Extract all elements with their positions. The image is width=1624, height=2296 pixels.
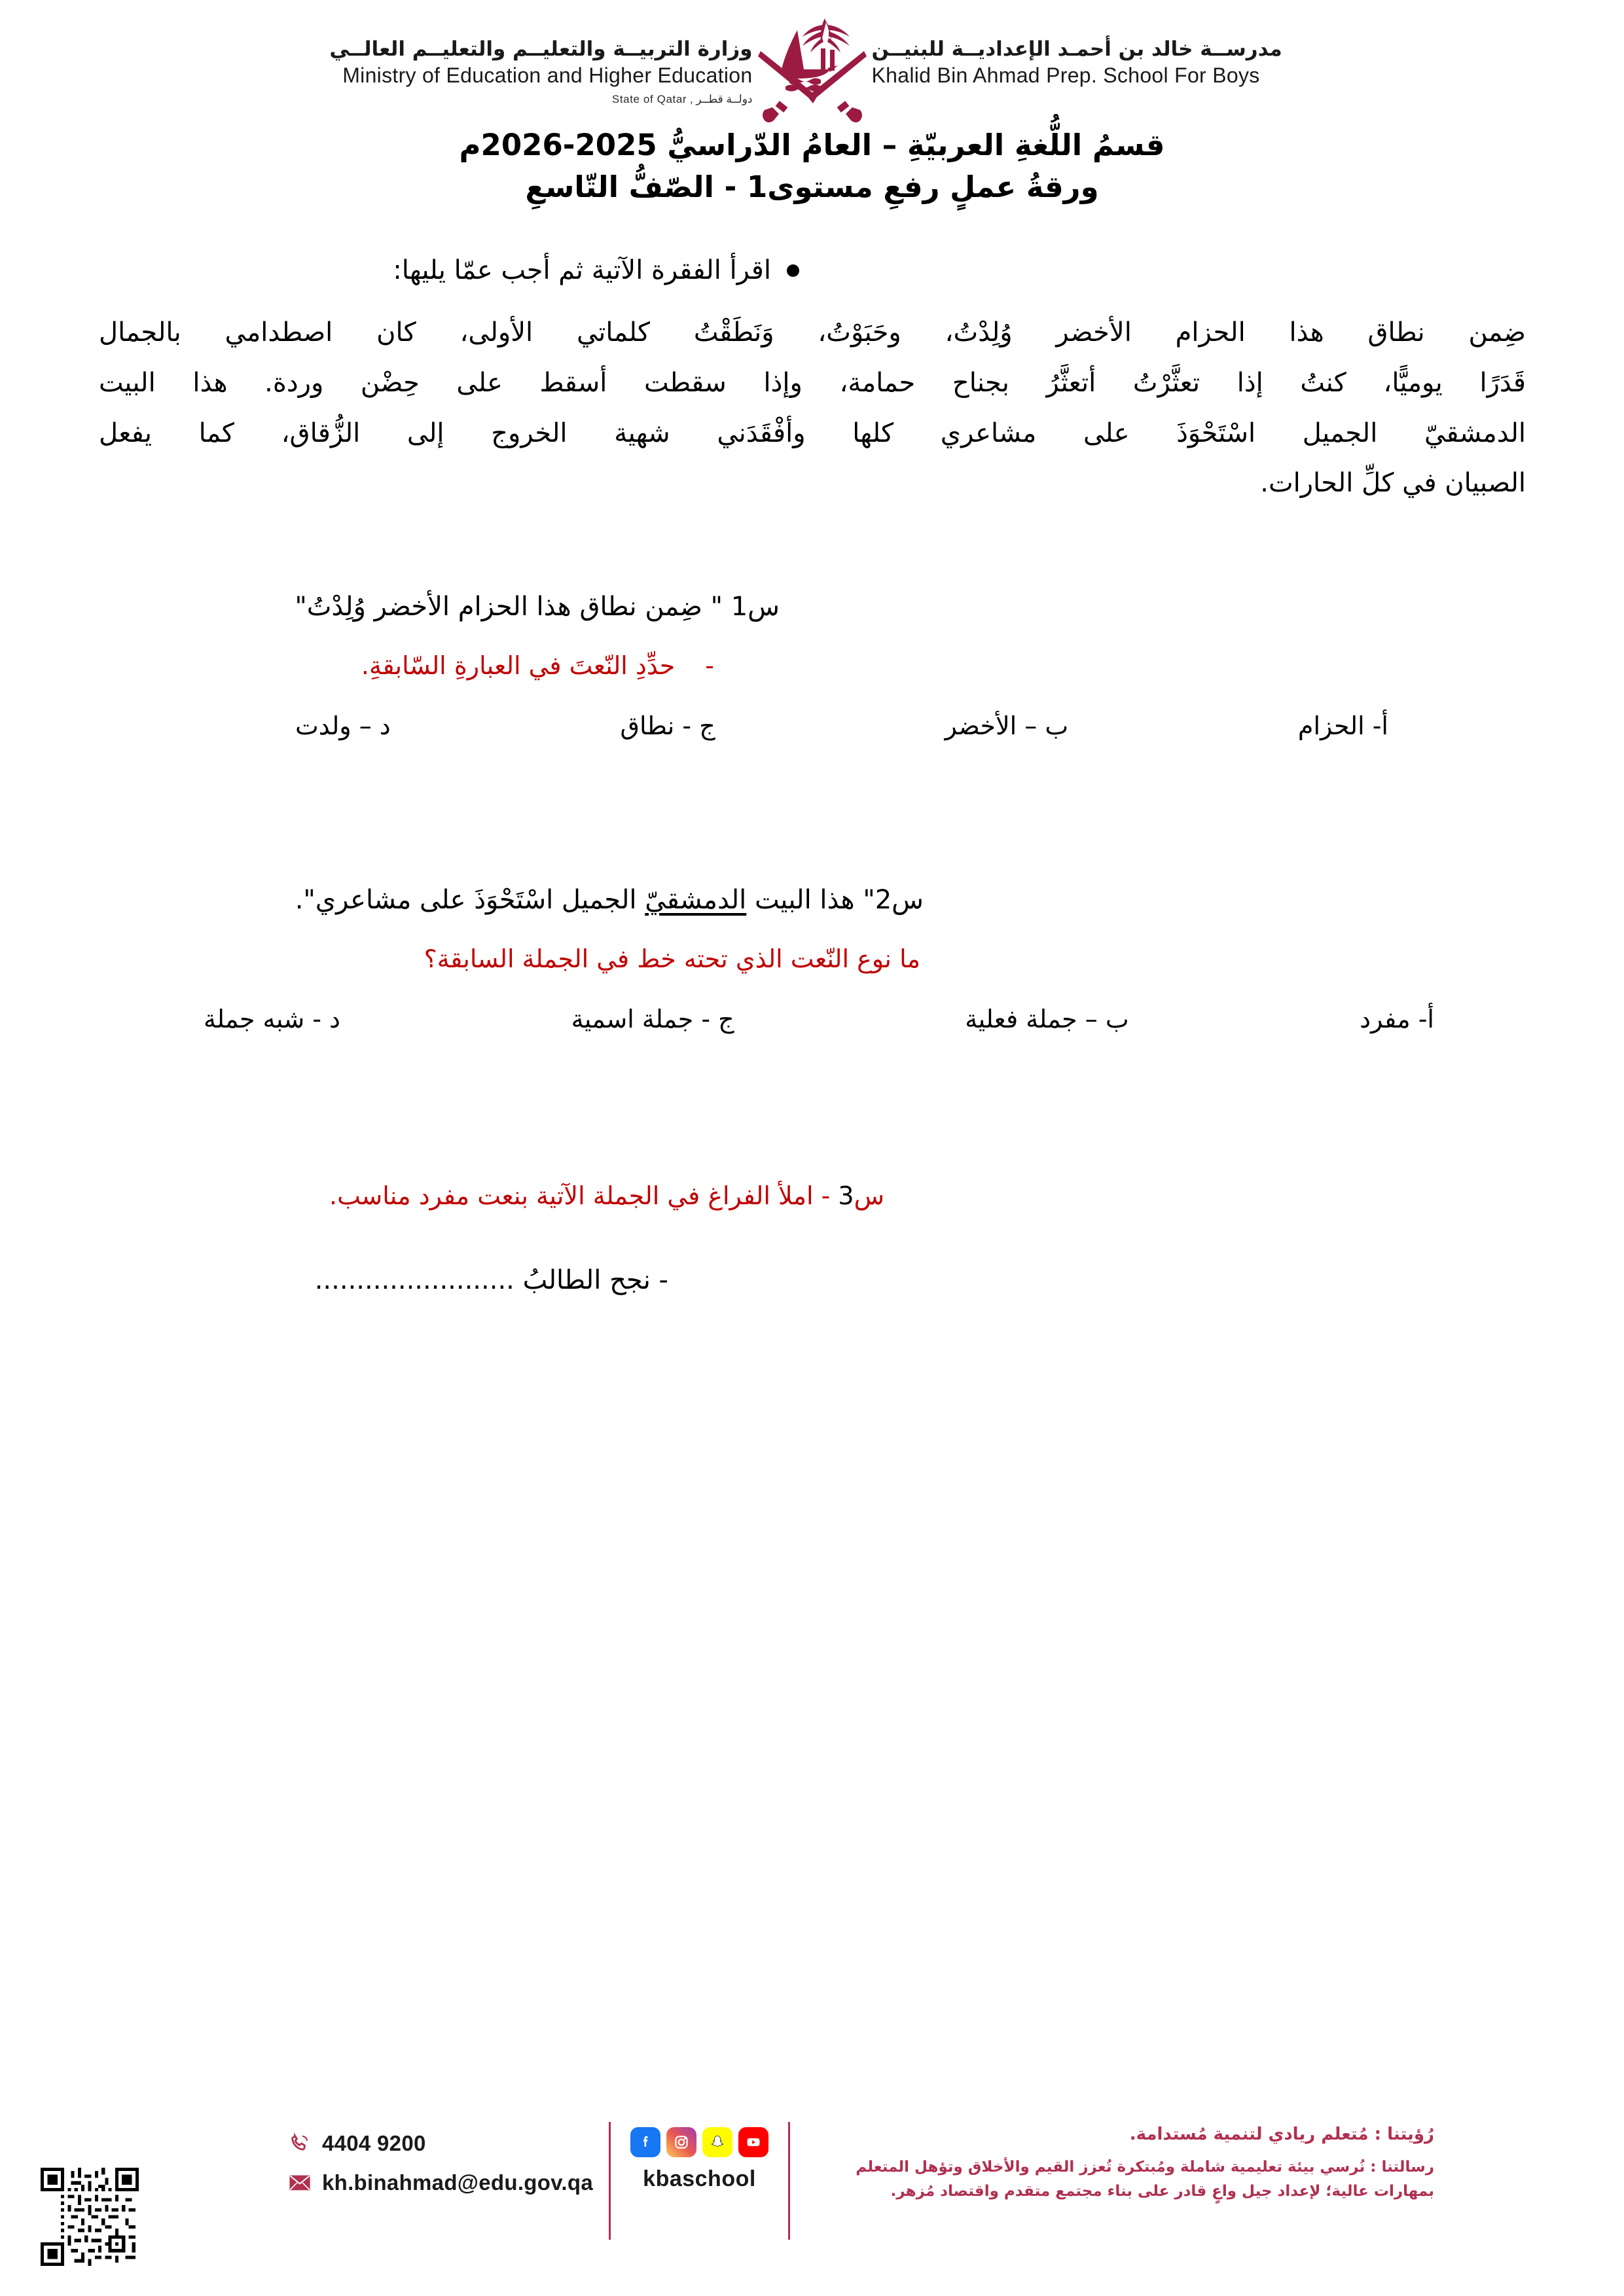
question-2-stem-pre: س2" هذا البيت [746, 885, 924, 916]
phone-icon [287, 2132, 313, 2155]
option-c[interactable]: ج - جملة اسمية [571, 1005, 734, 1034]
question-1-prompt-text: حدِّدِ النّعتَ في العبارةِ السّابقةِ. [361, 651, 676, 681]
ministry-block [229, 12, 753, 106]
question-3-number: 3 [838, 1181, 854, 1211]
question-2-stem-post: الجميل اسْتَحْوَذَ على مشاعري". [295, 885, 645, 916]
footer-content [268, 2122, 1434, 2240]
school-name-english: Khalid Bin Ahmad Prep. School For Boys [871, 63, 1260, 87]
school-mission-line-2: بمهارات عالية؛ لإعداد جيل واعٍ قادر على بناء مجتمع متقدم واقتصاد مُزهر. [890, 2183, 1434, 2200]
school-block [872, 12, 1396, 89]
title-line-department-year: قسمُ اللُّغةِ العربيّةِ – العامُ الدّراسيُّ 2025-2026م [459, 128, 1165, 162]
document-title [0, 124, 1624, 208]
contact-block [268, 2122, 606, 2195]
question-1-prompt [79, 651, 1539, 680]
social-handle: kbaschool [643, 2166, 756, 2191]
letterhead [0, 12, 1624, 128]
bullet-point-icon [787, 264, 799, 277]
reading-passage [99, 308, 1526, 509]
instagram-icon[interactable] [666, 2127, 696, 2157]
snapchat-icon[interactable] [702, 2127, 732, 2157]
question-2-options [79, 1005, 1539, 1033]
passage-line: الصبيان في كلِّ الحارات. [1260, 468, 1526, 499]
question-1-stem: س1 " ضِمن نطاق هذا الحزام الأخضر وُلِدْتُ" [295, 592, 780, 622]
question-3-fill-blank[interactable] [79, 1265, 1539, 1295]
vision-mission-block [793, 2122, 1434, 2204]
qatar-emblem-icon [757, 12, 868, 127]
social-icon-row [630, 2127, 768, 2157]
question-1 [79, 586, 1539, 740]
reading-instruction [79, 255, 1539, 285]
option-d[interactable]: د - شبه جملة [204, 1005, 340, 1034]
phone-number: 4404 9200 [321, 2131, 426, 2155]
email-row [287, 2170, 593, 2195]
facebook-icon[interactable] [630, 2127, 660, 2157]
question-2-underlined-word: الدمشقيّ [645, 885, 747, 916]
question-2 [79, 879, 1539, 1033]
option-b[interactable]: ب – جملة فعلية [965, 1005, 1129, 1034]
question-3-label: س [854, 1181, 884, 1211]
option-a[interactable]: أ- مفرد [1360, 1005, 1434, 1034]
question-2-prompt: ما نوع النّعت الذي تحته خط في الجملة السابقة؟ [424, 944, 920, 974]
school-vision: رُؤيتنا : مُتعلم ريادي لتنمية مُستدامة. [1129, 2125, 1434, 2144]
instruction-text: اقرأ الفقرة الآتية ثم أجب عمّا يليها: [393, 255, 771, 285]
question-1-options [79, 711, 1539, 740]
question-3-prompt [79, 1181, 1539, 1210]
social-media-block [613, 2122, 785, 2192]
title-line-worksheet-grade: ورقةُ عملٍ رفعِ مستوى1 - الصّفُّ التّاسعِ [525, 169, 1099, 204]
qr-code[interactable] [41, 2168, 139, 2266]
option-b[interactable]: ب – الأخضر [945, 711, 1069, 741]
question-2-stem [79, 879, 1539, 921]
school-name-arabic: مدرســة خالد بن أحمـد الإعداديــة للبنيــن [871, 37, 1282, 61]
worksheet-content [79, 255, 1539, 1295]
passage-line: ضِمن نطاق هذا الحزام الأخضر وُلِدْتُ، وحَبَوْتُ، وَنَطَقْتُ كلماتي الأولى، كان اصطدامي بالجمال [99, 317, 1526, 348]
question-3 [79, 1181, 1539, 1295]
email-address: kh.binahmad@edu.gov.qa [321, 2170, 593, 2195]
ministry-name-english: Ministry of Education and Higher Education [342, 63, 753, 87]
state-of-qatar-label: دولــة قطــر , State of Qatar [611, 93, 753, 106]
option-a[interactable]: أ- الحزام [1297, 711, 1388, 741]
passage-line: قَدَرًا يوميًّا، كنتُ إذا تعثَّرْتُ أتعثَّرُ بجناح حمامة، وإذا سقطت أسقط على حِضْن وردة. هذا البيت [99, 367, 1526, 398]
passage-line: الدمشقيّ الجميل اسْتَحْوَذَ على مشاعري كلها وأفْقَدَني شهية الخروج إلى الزُّقاق، كما يفعل [99, 418, 1526, 448]
option-d[interactable]: د – ولدت [295, 711, 391, 741]
school-mission-line-1: رسالتنا : نُرسي بيئة تعليمية شاملة ومُبتكرة تُعزز القيم والأخلاق وتؤهل المتعلم [856, 2159, 1434, 2176]
ministry-name-arabic: وزارة التربيــة والتعليــم والتعليــم العالــي [329, 37, 753, 61]
blank-dots: ........................ [314, 1265, 514, 1296]
page-footer [0, 2118, 1624, 2269]
phone-row [287, 2131, 593, 2156]
question-1-dash: - [705, 651, 714, 681]
footer-divider-2 [609, 2122, 611, 2240]
footer-divider-1 [788, 2122, 790, 2240]
question-3-prompt-text: - املأ الفراغ في الجملة الآتية بنعت مفرد مناسب. [329, 1181, 839, 1211]
youtube-icon[interactable] [738, 2127, 768, 2157]
fill-sentence-text: - نجح الطالبُ [514, 1265, 668, 1296]
envelope-icon [287, 2171, 313, 2195]
option-c[interactable]: ج - نطاق [620, 711, 715, 741]
